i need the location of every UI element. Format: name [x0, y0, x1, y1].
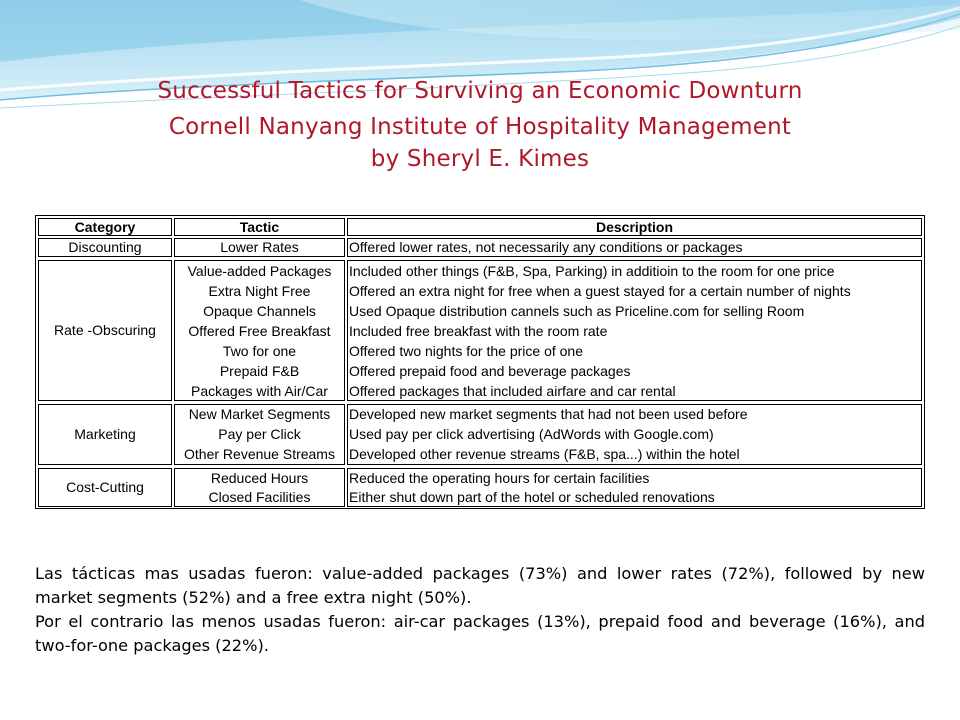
header-description: Description: [595, 219, 673, 235]
header-tactic: Tactic: [239, 219, 280, 235]
summary-text: [35, 562, 925, 658]
summary-paragraph-1: Las tácticas mas usadas fueron: value-added packages (73%) and lower rates (72%), followed by new market segments (52%) and a free extra night (50%).: [35, 564, 925, 607]
category-cell: Rate -Obscuring: [54, 322, 156, 338]
category-cell: Cost-Cutting: [66, 479, 144, 495]
tactic-cell: Extra Night Free: [208, 283, 311, 299]
category-cell: Discounting: [68, 239, 142, 255]
tactic-cell: Packages with Air/Car: [191, 383, 328, 399]
description-cell: Offered two nights for the price of one: [349, 343, 583, 359]
description-cell: Used pay per click advertising (AdWords with Google.com): [349, 426, 714, 442]
tactics-table: [35, 215, 925, 509]
category-cell: Marketing: [74, 426, 136, 442]
description-cell: Included other things (F&B, Spa, Parking) in additioin to the room for one price: [349, 263, 835, 279]
description-cell: Either shut down part of the hotel or scheduled renovations: [349, 489, 715, 505]
slide-title-line-3: by Sheryl E. Kimes: [370, 146, 590, 172]
tactic-cell: Reduced Hours: [210, 470, 309, 486]
description-cell: Included free breakfast with the room rate: [349, 323, 608, 339]
slide-title-line-2: Cornell Nanyang Institute of Hospitality Management: [168, 114, 792, 140]
slide-title-line-1: Successful Tactics for Surviving an Economic Downturn: [157, 78, 803, 104]
tactic-cell: Pay per Click: [218, 426, 301, 442]
summary-paragraph-2: Por el contrario las menos usadas fueron: air-car packages (13%), prepaid food and beverage (16%), and two-for-one packages (22%).: [35, 612, 925, 655]
tactic-cell: Opaque Channels: [203, 303, 316, 319]
tactic-cell: New Market Segments: [188, 406, 331, 422]
description-cell: Offered prepaid food and beverage packages: [349, 363, 631, 379]
tactic-cell: Prepaid F&B: [219, 363, 300, 379]
tactic-cell: Value-added Packages: [187, 263, 332, 279]
description-cell: Developed new market segments that had not been used before: [349, 406, 748, 422]
description-cell: Offered an extra night for free when a guest stayed for a certain number of nights: [349, 283, 851, 299]
header-category: Category: [74, 219, 136, 235]
tactic-cell: Two for one: [222, 343, 297, 359]
description-cell: Offered lower rates, not necessarily any conditions or packages: [349, 239, 743, 255]
description-cell: Developed other revenue streams (F&B, spa...) within the hotel: [349, 446, 740, 462]
tactic-cell: Lower Rates: [220, 239, 299, 255]
tactic-cell: Closed Facilities: [208, 489, 311, 505]
description-cell: Reduced the operating hours for certain facilities: [349, 470, 650, 486]
tactic-cell: Offered Free Breakfast: [188, 323, 331, 339]
description-cell: Used Opaque distribution cannels such as Priceline.com for selling Room: [349, 303, 805, 319]
tactic-cell: Other Revenue Streams: [184, 446, 335, 462]
description-cell: Offered packages that included airfare and car rental: [349, 383, 676, 399]
